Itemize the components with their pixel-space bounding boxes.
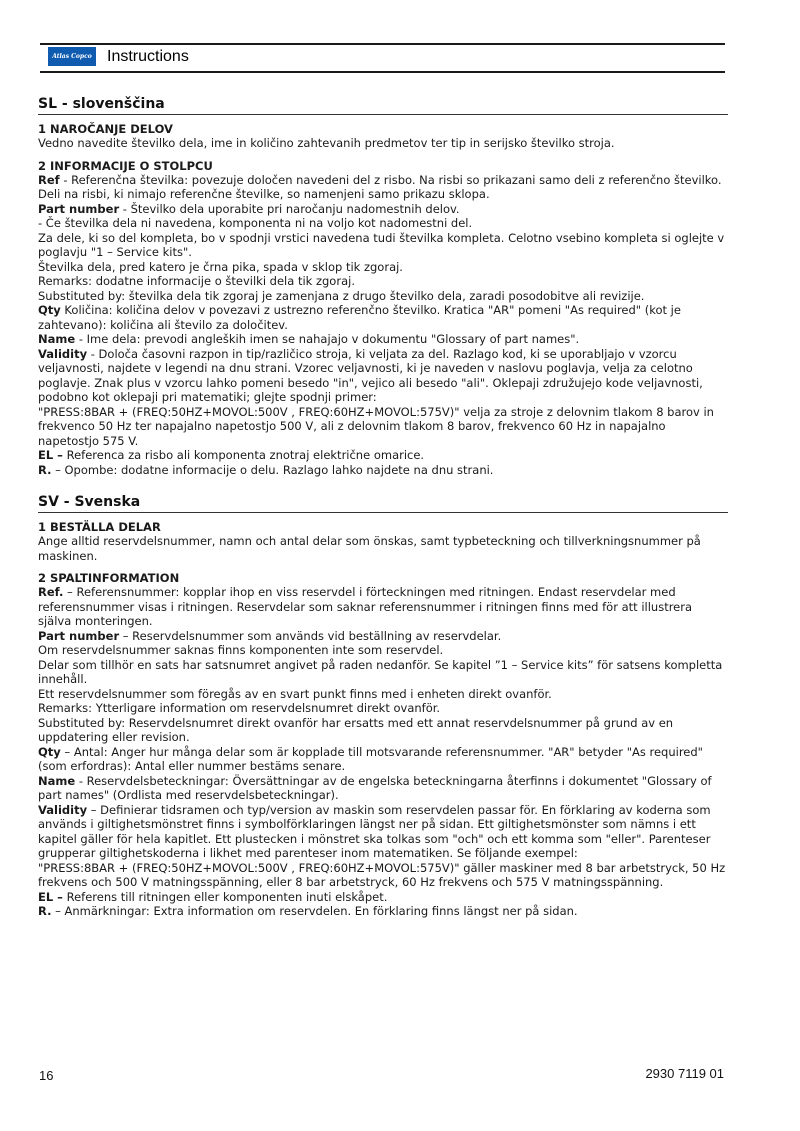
subheading-columns-sl: 2 INFORMACIJE O STOLPCU: [38, 158, 213, 173]
paragraph-substituted-sl: Substituted by: številka dela tik zgoraj je zamenjana z drugo številko dela, zaradi posodobitve ali revizije.: [38, 288, 645, 303]
paragraph-name-sv: Name - Reservdelsbeteckningar: Översättningar av de engelska beteckningarna återfinns i dokumentet "Glossary of part names" (Ordlista med reservdelsbeteckningar).: [38, 773, 712, 802]
paragraph-ordering-sv: Ange alltid reservdelsnummer, namn och antal delar som önskas, samt typbeteckning och tillverkningsnummer på maskinen.: [38, 534, 701, 563]
section-title-sl: SL - slovenščina: [38, 96, 728, 115]
header-title: Instructions: [107, 48, 189, 65]
header-rule-top: [40, 43, 725, 45]
paragraph-line3-sl: Številka dela, pred katero je črna pika, spada v sklop tik zgoraj.: [38, 259, 403, 274]
section-title-sv: SV - Svenska: [38, 494, 728, 513]
paragraph-part-sv: Part number – Reservdelsnummer som används vid beställning av reservdelar.: [38, 628, 502, 643]
header-rule-bottom: [40, 71, 725, 73]
paragraph-example-sl: "PRESS:8BAR + (FREQ:50HZ+MOVOL:500V , FREQ:60HZ+MOVOL:575V)" velja za stroje z delovnim tlakom 8 barov in frekvenco 50 Hz ter napajalno napetostjo 500 V, ali z delovnim tlakom 8 barov, frekvenco 60 Hz in napajalno napetostjo 575 V.: [38, 404, 714, 448]
paragraph-ref-sl: Ref - Referenčna številka: povezuje določen navedeni del z risbo. Na risbi so prikazani samo deli z referenčno številko. Deli na risbi, ki nimajo referenčne številke, so namenjeni samo prikazu sklopa.: [38, 172, 722, 201]
document-body: [38, 96, 728, 919]
paragraph-line2-sl: Za dele, ki so del kompleta, bo v spodnji vrstici navedena tudi številka kompleta. Celotno vsebino kompleta si oglejte v poglavju "1 – Service kits".: [38, 230, 725, 259]
paragraph-example-sv: "PRESS:8BAR + (FREQ:50HZ+MOVOL:500V , FREQ:60HZ+MOVOL:575V)" gäller maskiner med 8 bar arbetstryck, 50 Hz frekvens och 500 V matningsspänning, eller 8 bar arbetstryck, 60 Hz frekvens och 575 V matningsspänning.: [38, 860, 726, 889]
paragraph-line1-sl: - Če številka dela ni navedena, komponenta ni na voljo kot nadomestni del.: [38, 216, 473, 230]
paragraph-substituted-sv: Substituted by: Reservdelsnumret direkt ovanför har ersatts med ett annat reservdelsnummer på grund av en uppdatering eller revision.: [38, 715, 674, 744]
paragraph-el-sl: EL – Referenca za risbo ali komponenta znotraj električne omarice.: [38, 448, 425, 462]
paragraph-line3-sv: Ett reservdelsnummer som föregås av en svart punkt finns med i enheten direkt ovanför.: [38, 686, 552, 701]
paragraph-line2-sv: Delar som tillhör en sats har satsnumret angivet på raden nedanför. Se kapitel ”1 – Service kits” för satsens kompletta innehåll.: [38, 657, 723, 686]
subheading-columns-sv: 2 SPALTINFORMATION: [38, 571, 180, 585]
document-number: 2930 7119 01: [645, 1066, 724, 1081]
paragraph-validity-sl: Validity - Določa časovni razpon in tip/različico stroja, ki veljata za del. Razlago kod, ki se uporabljajo v vzorcu veljavnosti, najdete v legendi na dnu strani. Vzorec veljavnosti, ki je naveden v naslovu poglavja, velja za celotno poglavje. Znak plus v vzorcu lahko pomeni besedo "in", vejico ali besedo "ali". Oklepaji združujejo kode veljavnosti, podobno kot oklepaji pri matematiki; glejte spodnji primer:: [38, 346, 703, 404]
paragraph-ordering-sl: Vedno navedite številko dela, ime in količino zahtevanih predmetov ter tip in serijsko številko stroja.: [38, 136, 615, 150]
subheading-ordering-sl: 1 NAROČANJE DELOV: [38, 122, 173, 136]
paragraph-r-sl: R. – Opombe: dodatne informacije o delu. Razlago lahko najdete na dnu strani.: [38, 462, 494, 477]
paragraph-qty-sl: Qty Količina: količina delov v povezavi z ustrezno referenčno številko. Kratica "AR" pomeni "As required" (kot je zahtevano): količina ali število za določitev.: [38, 303, 681, 332]
paragraph-remarks-sv: Remarks: Ytterligare information om reservdelsnumret direkt ovanför.: [38, 701, 441, 715]
atlas-copco-logo: Atlas Copco: [48, 47, 96, 66]
paragraph-line1-sv: Om reservdelsnummer saknas finns komponenten inte som reservdel.: [38, 643, 444, 657]
page-number: 16: [39, 1068, 54, 1083]
paragraph-validity-sv: Validity – Definierar tidsramen och typ/version av maskin som reservdelen passar för. En förklaring av koderna som används i giltighetsmönstret finns i symbolförklaringen längst ner på sidan. Ett giltighetsmönster som nämns i ett kapitel gäller för hela kapitlet. Ett plustecken i mönstret ska tolkas som "och" och ett komma som "eller". Parenteser grupperar giltighetskoderna i likhet med parenteser inom matematiken. Se följande exempel:: [38, 802, 711, 860]
paragraph-el-sv: EL – Referens till ritningen eller komponenten inuti elskåpet.: [38, 889, 388, 904]
paragraph-name-sl: Name - Ime dela: prevodi angleških imen se nahajajo v dokumentu "Glossary of part names".: [38, 332, 580, 346]
paragraph-remarks-sl: Remarks: dodatne informacije o številki dela tik zgoraj.: [38, 274, 355, 288]
subheading-ordering-sv: 1 BESTÄLLA DELAR: [38, 520, 161, 534]
paragraph-r-sv: R. – Anmärkningar: Extra information om reservdelen. En förklaring finns längst ner på sidan.: [38, 904, 578, 918]
paragraph-ref-sv: Ref. – Referensnummer: kopplar ihop en viss reservdel i förteckningen med ritningen. Endast reservdelar med referensnummer visas i ritningen. Reservdelar som saknar referensnummer i ritningen finns med för att illustrera själva monteringen.: [38, 585, 693, 628]
paragraph-qty-sv: Qty – Antal: Anger hur många delar som är kopplade till motsvarande referensnummer. "AR" betyder "As required" (som erfordras): Antal eller nummer bestäms senare.: [38, 744, 703, 773]
paragraph-part-sl: Part number - Številko dela uporabite pri naročanju nadomestnih delov.: [38, 201, 460, 216]
